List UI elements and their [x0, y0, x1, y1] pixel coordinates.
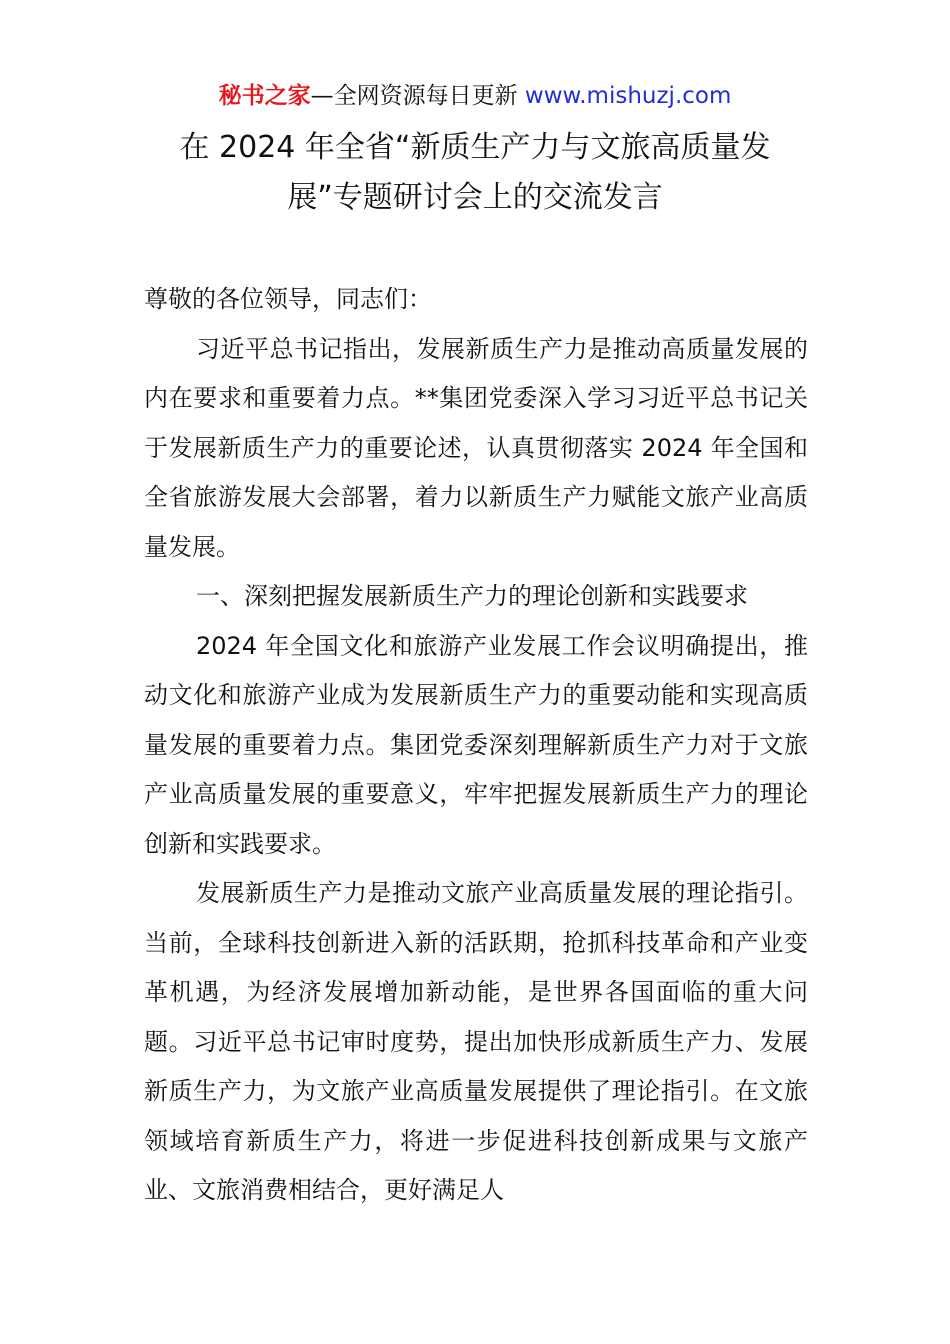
- paragraph-section-1a: 2024 年全国文化和旅游产业发展工作会议明确提出，推动文化和旅游产业成为发展新质生产力的重要动能和实现高质量发展的重要着力点。集团党委深刻理解新质生产力对于文旅产业高质量发展的重要意义，牢牢把握发展新质生产力的理论创新和实践要求。: [144, 631, 808, 858]
- paragraph-intro: 习近平总书记指出，发展新质生产力是推动高质量发展的内在要求和重要着力点。**集团党委深入学习习近平总书记关于发展新质生产力的重要论述，认真贯彻落实 2024 年全国和全省旅游发展大会部署，着力以新质生产力赋能文旅产业高质量发展。: [144, 334, 808, 561]
- document-title-line-2: 展”专题研讨会上的交流发言: [287, 180, 663, 215]
- section-heading-1: 一、深刻把握发展新质生产力的理论创新和实践要求: [196, 582, 748, 610]
- banner-brand: 秘书之家: [218, 83, 311, 109]
- document-title-line-1: 在 2024 年全省“新质生产力与文旅高质量发: [179, 130, 771, 165]
- salutation: 尊敬的各位领导，同志们：: [144, 285, 432, 313]
- document-body: [144, 275, 808, 1216]
- banner-url-link[interactable]: www.mishuzj.com: [524, 83, 732, 109]
- paragraph-section-1b: 发展新质生产力是推动文旅产业高质量发展的理论指引。当前，全球科技创新进入新的活跃期，抢抓科技革命和产业变革机遇，为经济发展增加新动能，是世界各国面临的重大问题。习近平总书记审时度势，提出加快形成新质生产力、发展新质生产力，为文旅产业高质量发展提供了理论指引。在文旅领域培育新质生产力，将进一步促进科技创新成果与文旅产业、文旅消费相结合，更好满足人: [144, 879, 808, 1204]
- document-title: [140, 123, 810, 223]
- banner-tagline: —全网资源每日更新: [310, 83, 518, 109]
- site-banner: [0, 80, 950, 112]
